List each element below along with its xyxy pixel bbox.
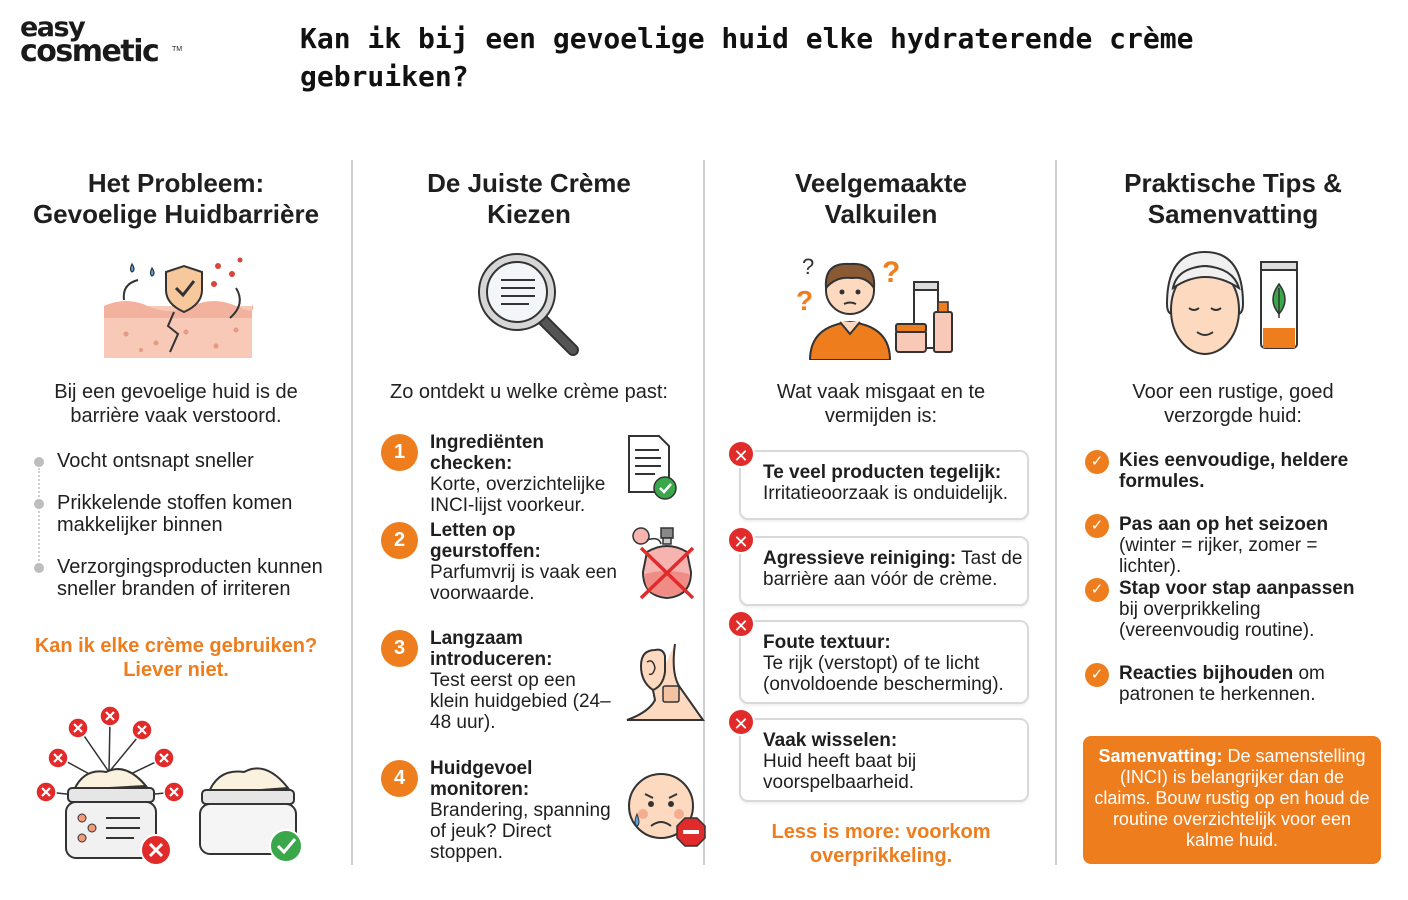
pitfall-text: Irritatieoorzaak is onduidelijk. [763, 483, 1009, 504]
tip-text: om patronen te herkennen. [1119, 663, 1325, 705]
irritated-face-icon [627, 770, 709, 857]
column-problem [0, 160, 352, 880]
brand-logo[interactable] [20, 12, 183, 69]
tip-item [1085, 450, 1385, 492]
column-tips [1057, 160, 1408, 880]
outro-line: Less is more: voorkom [771, 821, 991, 843]
page-title: Kan ik bij een gevoelige huid elke hydraterende crème gebruiken? [300, 22, 1194, 93]
logo-line-2: cosmetic [20, 34, 159, 69]
error-icon: ✕ [727, 610, 755, 638]
logo-trademark: TM [172, 46, 183, 53]
bullet-dot [34, 563, 44, 573]
pitfall-title: Te veel producten tegelijk: [763, 462, 1002, 483]
tip-title: Stap voor stap aanpassen [1119, 578, 1355, 599]
summary-box [1083, 736, 1381, 864]
svg-text:?: ? [802, 254, 815, 279]
pitfall-card [733, 446, 1029, 520]
check-icon: ✓ [1085, 450, 1109, 474]
calm-face-with-tube-icon [1163, 248, 1303, 365]
step-number: 1 [381, 434, 418, 471]
tip-text: bij overprikkeling (vereenvoudig routine). [1119, 599, 1315, 641]
column-title-line: Praktische Tips & [1124, 168, 1342, 198]
step-title: Huidgevoel monitoren: [430, 758, 533, 800]
pitfall-text: Huid heeft baat bij voorspelbaarheid. [763, 751, 917, 793]
bullet-dot [34, 499, 44, 509]
bullet-text: Verzorgingsproducten kunnen sneller branden of irriteren [57, 556, 323, 600]
ingredient-list-icon [627, 434, 679, 505]
svg-text:?: ? [796, 285, 814, 316]
patch-test-icon [625, 642, 705, 727]
step-text: Test eerst op een klein huidgebied (24–48 uur). [430, 670, 611, 733]
pitfall-title: Agressieve reiniging: [763, 548, 957, 569]
no-perfume-icon [631, 524, 703, 609]
skin-barrier-icon [96, 248, 256, 365]
check-icon: ✓ [1085, 514, 1109, 538]
list-item [32, 556, 332, 600]
tip-text: (winter = rijker, zomer = lichter). [1119, 535, 1318, 577]
pitfall-card [733, 532, 1029, 606]
svg-text:?: ? [882, 256, 901, 289]
outro-text [705, 820, 1057, 868]
column-title-line: Veelgemaakte [794, 168, 967, 198]
step-number: 4 [381, 760, 418, 797]
intro-text: Zo ontdekt u welke crème past: [390, 381, 668, 403]
tip-item [1085, 514, 1385, 577]
column-title-line: Het Probleem: [87, 168, 265, 198]
column-title-line: Kiezen [487, 199, 571, 229]
bullet-list [32, 450, 332, 620]
pitfall-text: Tast de barrière aan vóór de crème. [763, 548, 1023, 590]
intro-text: Bij een gevoelige huid is de barrière vaak verstoord. [54, 381, 298, 427]
cream-jar-irritants-icon [34, 702, 184, 872]
callout-line: Liever niet. [123, 659, 229, 681]
logo-line-1: easy [20, 12, 85, 43]
column-title [0, 168, 352, 230]
summary-text: De samenstelling (INCI) is belangrijker dan de claims. Bouw rustig op en houd de routine overzichtelijk voor een kalme huid. [1094, 746, 1370, 850]
magnifier-icon [473, 248, 585, 365]
check-icon: ✓ [1085, 578, 1109, 602]
step-title: Letten op geurstoffen: [430, 520, 541, 562]
callout-line: Kan ik elke crème gebruiken? [34, 635, 318, 657]
outro-line: overprikkeling. [809, 845, 953, 867]
column-title [353, 168, 705, 230]
pitfall-title: Foute textuur: [763, 632, 891, 653]
column-title-line: Gevoelige Huidbarrière [32, 199, 320, 229]
column-pitfalls [705, 160, 1057, 880]
check-icon: ✓ [1085, 663, 1109, 687]
bullet-dot [34, 457, 44, 467]
tip-item [1085, 578, 1385, 641]
intro-text: Wat vaak misgaat en te vermijden is: [776, 381, 986, 427]
step-text: Korte, overzichtelijke INCI-lijst voorkeur. [430, 474, 606, 516]
list-item [32, 492, 332, 536]
error-icon: ✕ [727, 440, 755, 468]
list-item [32, 450, 332, 472]
bullet-text: Vocht ontsnapt sneller [57, 450, 254, 472]
step-number: 3 [381, 630, 418, 667]
step-title: Langzaam introduceren: [430, 628, 553, 670]
intro-text: Voor een rustige, goed verzorgde huid: [1132, 381, 1334, 427]
tip-title: Reacties bijhouden [1119, 663, 1294, 684]
gentle-cream-jar-icon [194, 750, 309, 870]
column-title-line: De Juiste Crème [427, 168, 631, 198]
error-icon: ✕ [727, 526, 755, 554]
pitfall-card [733, 616, 1029, 704]
confused-person-icon [796, 248, 966, 365]
step-title: Ingrediënten checken: [430, 432, 545, 474]
summary-label: Samenvatting: [1098, 746, 1223, 766]
pitfall-card [733, 714, 1029, 802]
step-text: Parfumvrij is vaak een voorwaarde. [430, 562, 617, 604]
bullet-text: Prikkelende stoffen komen makkelijker binnen [57, 492, 293, 536]
callout-text [0, 634, 352, 682]
pitfall-title: Vaak wisselen: [763, 730, 898, 751]
column-title-line: Valkuilen [824, 199, 938, 229]
column-title [1057, 168, 1408, 230]
error-icon: ✕ [727, 708, 755, 736]
step-number: 2 [381, 522, 418, 559]
pitfall-text: Te rijk (verstopt) of te licht (onvoldoende bescherming). [763, 653, 1004, 695]
tip-title: Kies eenvoudige, heldere formules. [1119, 450, 1349, 492]
column-title [705, 168, 1057, 230]
tip-item [1085, 663, 1385, 705]
tip-title: Pas aan op het seizoen [1119, 514, 1329, 535]
column-title-line: Samenvatting [1147, 199, 1319, 229]
column-choosing [353, 160, 705, 880]
step-text: Brandering, spanning of jeuk? Direct stoppen. [430, 800, 611, 863]
